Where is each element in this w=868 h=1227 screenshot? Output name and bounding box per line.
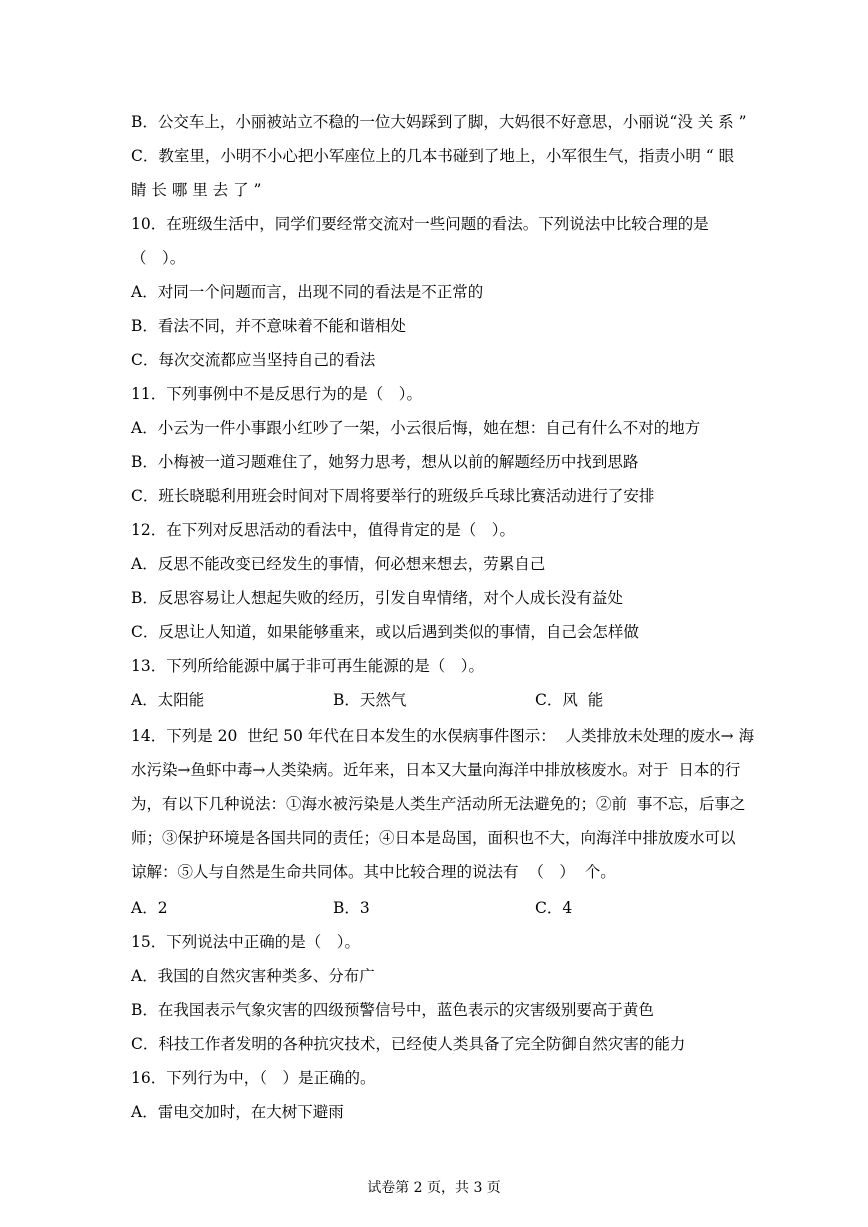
q11-option-c: C．班长晓聪利用班会时间对下周将要举行的班级乒乓球比赛活动进行了安排: [131, 487, 655, 505]
q13-option-c: C．风 能: [535, 691, 604, 709]
q13-stem: 13．下列所给能源中属于非可再生能源的是（ ）。: [131, 657, 484, 675]
q10-stem: 10．在班级生活中，同学们要经常交流对一些问题的看法。下列说法中比较合理的是: [131, 215, 709, 233]
q10-stem-cont: （ ）。: [131, 249, 186, 267]
q14-stem-3: 为，有以下几种说法：①海水被污染是人类生产活动所无法避免的；②前 事不忘，后事之: [131, 795, 746, 813]
q15-stem: 15．下列说法中正确的是（ ）。: [131, 933, 360, 951]
q12-option-a: A．反思不能改变已经发生的事情，何必想来想去，劳累自己: [131, 555, 546, 573]
q10-option-b: B．看法不同，并不意味着不能和谐相处: [131, 317, 406, 335]
q12-stem: 12．在下列对反思活动的看法中，值得肯定的是（ ）。: [131, 521, 515, 539]
q13-option-a: A．太阳能: [131, 691, 205, 709]
q12-option-c: C．反思让人知道，如果能够重来，或以后遇到类似的事情，自己会怎样做: [131, 623, 639, 641]
q11-option-b: B．小梅被一道习题难住了，她努力思考，想从以前的解题经历中找到思路: [131, 453, 639, 471]
q15-option-c: C．科技工作者发明的各种抗灾技术，已经使人类具备了完全防御自然灾害的能力: [131, 1035, 686, 1053]
q14-option-c: C．4: [535, 899, 573, 917]
q10-option-a: A．对同一个问题而言，出现不同的看法是不正常的: [131, 283, 484, 301]
q11-option-a: A．小云为一件小事跟小红吵了一架，小云很后悔，她在想：自己有什么不对的地方: [131, 419, 701, 437]
q10-option-c: C．每次交流都应当坚持自己的看法: [131, 351, 376, 369]
page-footer: 试卷第 2 页，共 3 页: [367, 1180, 501, 1196]
q15-option-b: B．在我国表示气象灾害的四级预警信号中，蓝色表示的灾害级别要高于黄色: [131, 1001, 654, 1019]
q14-stem-5: 谅解：⑤人与自然是生命共同体。其中比较合理的说法有 （ ） 个。: [131, 863, 616, 881]
q12-option-b: B．反思容易让人想起失败的经历，引发自卑情绪，对个人成长没有益处: [131, 589, 623, 607]
q14-option-a: A．2: [131, 899, 168, 917]
q16-option-a: A．雷电交加时，在大树下避雨: [131, 1103, 344, 1121]
q14-stem-4: 师；③保护环境是各国共同的责任；④日本是岛国，面积也不大，向海洋中排放废水可以: [131, 829, 736, 847]
q14-stem: 14．下列是 20 世纪 50 年代在日本发生的水俣病事件图示： 人类排放未处理的废水→ 海: [131, 727, 755, 745]
q13-option-b: B．天然气: [333, 691, 407, 709]
q14-option-b: B．3: [333, 899, 370, 917]
q15-option-a: A．我国的自然灾害种类多、分布广: [131, 967, 375, 985]
q11-stem: 11．下列事例中不是反思行为的是（ ）。: [131, 385, 422, 403]
q9-option-c-cont: 睛 长 哪 里 去 了 ”: [131, 181, 262, 199]
q16-stem: 16．下列行为中，（ ）是正确的。: [131, 1069, 376, 1087]
q9-option-c: C．教室里，小明不小心把小军座位上的几本书碰到了地上，小军很生气，指责小明 “ 眼: [131, 147, 735, 165]
q9-option-b: B．公交车上，小丽被站立不稳的一位大妈踩到了脚，大妈很不好意思，小丽说“没 关 系 ”: [131, 113, 747, 131]
q14-stem-2: 水污染→鱼虾中毒→人类染病。近年来，日本又大量向海洋中排放核废水。对于 日本的行: [131, 761, 741, 779]
